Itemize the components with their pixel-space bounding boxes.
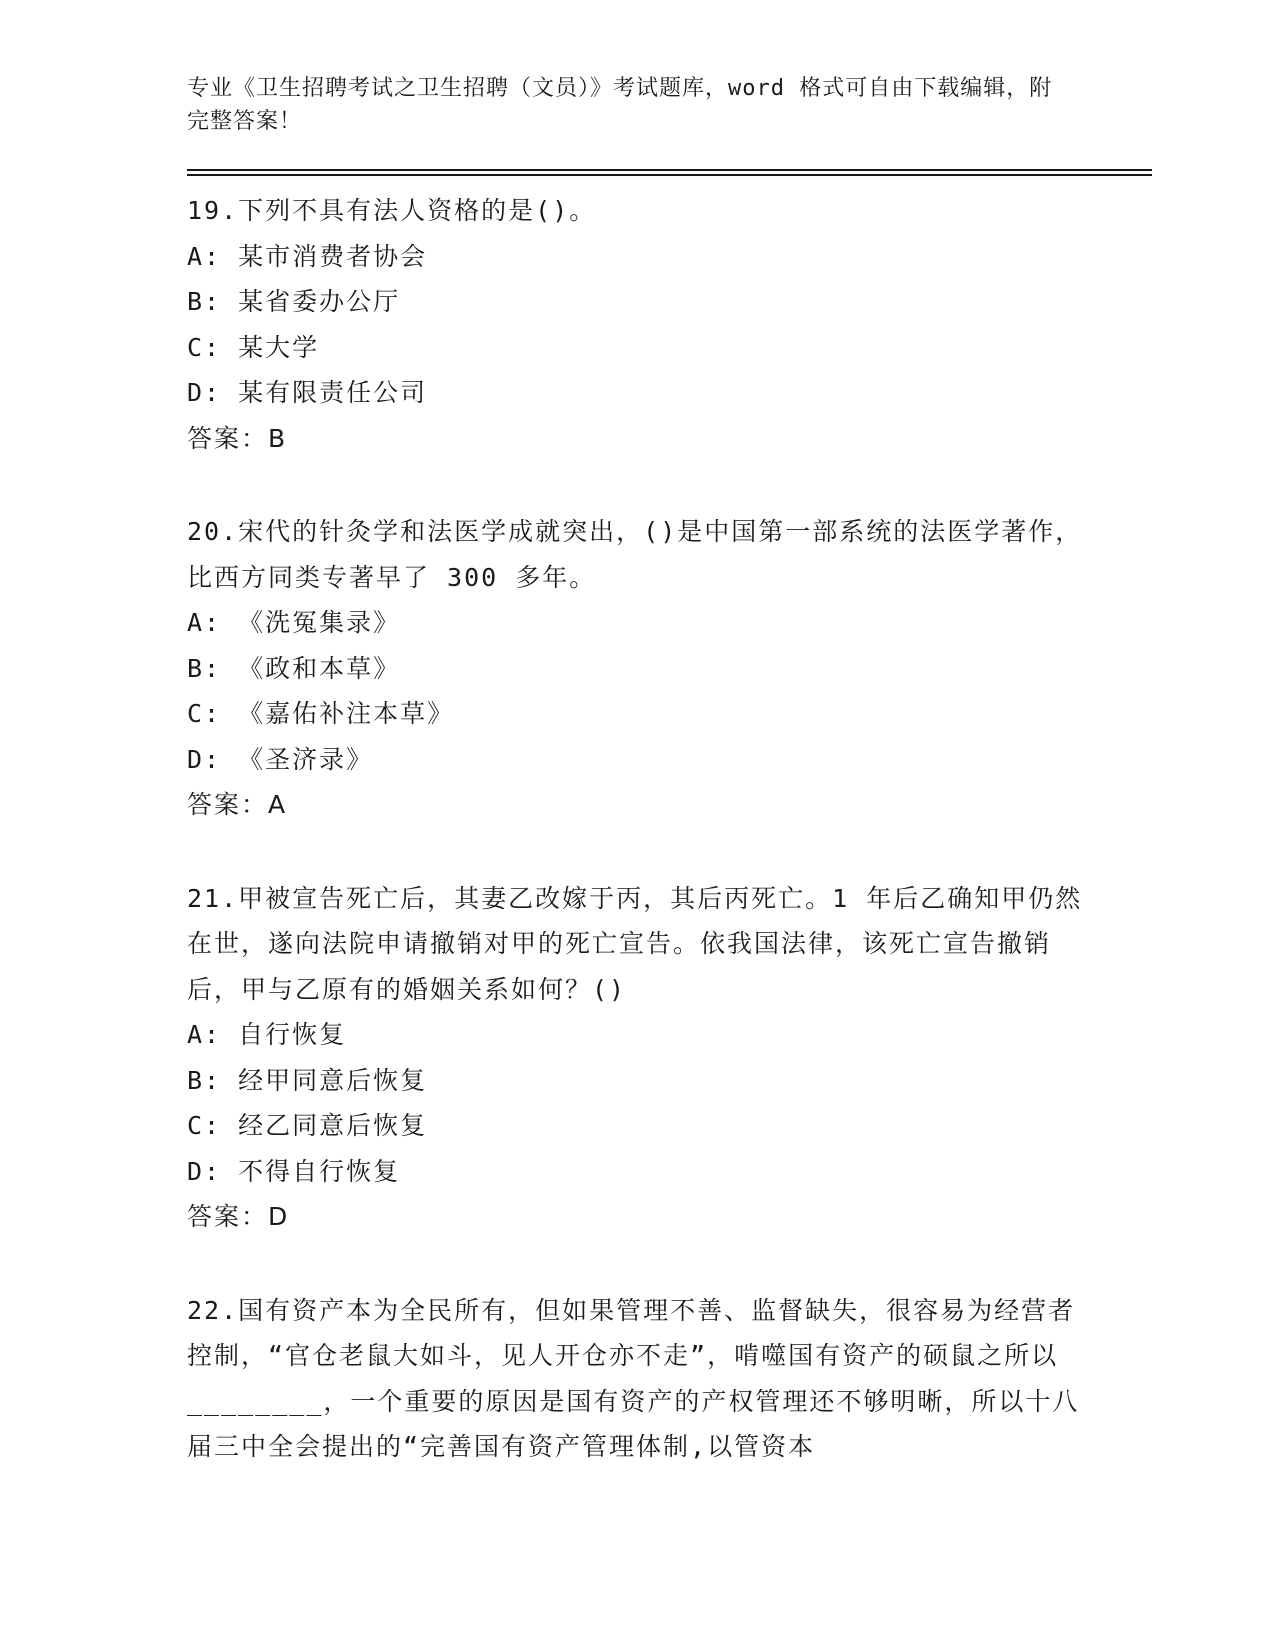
- document-header: 专业《卫生招聘考试之卫生招聘（文员）》考试题库，word 格式可自由下载编辑，附完整答案！: [187, 76, 1053, 134]
- header-rule-top: [187, 169, 1152, 171]
- question-list: [187, 188, 1087, 1518]
- question-21: [187, 876, 1087, 1240]
- answer-value: D: [268, 1202, 288, 1231]
- option-d: D: 某有限责任公司: [187, 378, 428, 407]
- option-c: C: 某大学: [187, 332, 320, 362]
- answer-value: B: [268, 423, 286, 453]
- question-stem: 19.下列不具有法人资格的是()。: [187, 196, 597, 225]
- question-stem: 21.甲被宣告死亡后，其妻乙改嫁于丙，其后丙死亡。1 年后乙确知甲仍然在世，遂向法院申请撤销对甲的死亡宣告。依我国法律，该死亡宣告撤销后，甲与乙原有的婚姻关系如何？(): [187, 883, 1083, 1004]
- option-b: B: 某省委办公厅: [187, 287, 401, 316]
- option-a: A: 《洗冤集录》: [187, 608, 401, 637]
- answer-label: 答案：: [187, 790, 269, 819]
- question-stem: 20.宋代的针灸学和法医学成就突出，()是中国第一部系统的法医学著作，比西方同类专著早了 300 多年。: [187, 517, 1083, 592]
- answer-line: [187, 416, 1087, 462]
- option-b: B: 《政和本草》: [187, 653, 401, 683]
- header-rule-bottom: [187, 174, 1152, 176]
- answer-value: A: [268, 790, 286, 819]
- option-b: B: 经甲同意后恢复: [187, 1065, 428, 1095]
- option-c: C: 经乙同意后恢复: [187, 1111, 428, 1140]
- question-20: [187, 509, 1087, 828]
- option-c: C: 《嘉佑补注本草》: [187, 699, 455, 728]
- answer-label: 答案：: [187, 423, 269, 453]
- option-d: D: 不得自行恢复: [187, 1156, 401, 1186]
- question-19: [187, 188, 1087, 461]
- answer-line: [187, 782, 1087, 828]
- answer-label: 答案：: [187, 1202, 269, 1231]
- option-d: D: 《圣济录》: [187, 744, 374, 774]
- answer-line: [187, 1194, 1087, 1240]
- option-a: A: 自行恢复: [187, 1020, 347, 1049]
- question-stem: 22.国有资产本为全民所有，但如果管理不善、监督缺失，很容易为经营者控制，“官仓老鼠大如斗，见人开仓亦不走”，啃噬国有资产的硕鼠之所以________，一个重要的原因是国有资产的产权管理还不够明晰，所以十八届三中全会提出的“完善国有资产管理体制,以管资本: [187, 1295, 1080, 1461]
- question-22: [187, 1288, 1087, 1470]
- option-a: A: 某市消费者协会: [187, 241, 428, 271]
